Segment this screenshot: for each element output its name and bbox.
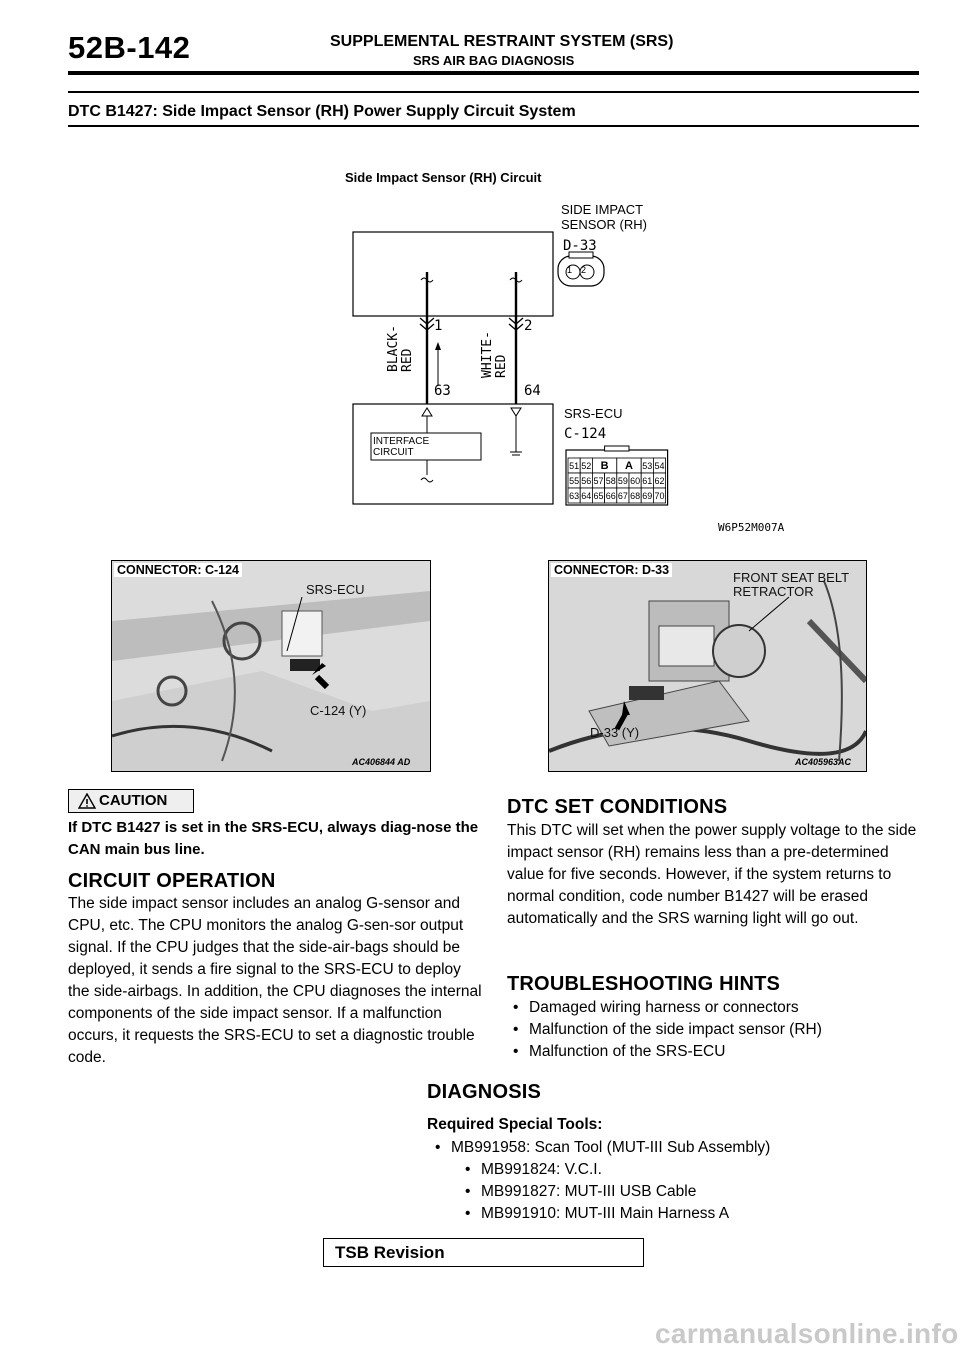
list-item: • MB991824: V.C.I.	[459, 1159, 899, 1181]
connector-pin-54-label: 54	[654, 461, 665, 471]
page-number: 52B-142	[68, 30, 191, 65]
photo-1-connector-label: CONNECTOR: C-124	[114, 563, 242, 577]
sensor-connector-id: D-33	[563, 238, 597, 254]
warning-triangle-icon	[78, 793, 96, 809]
photo-2-connector-label: CONNECTOR: D-33	[551, 563, 672, 577]
circuit-diagram-title: Side Impact Sensor (RH) Circuit	[345, 170, 542, 185]
caution-body: If DTC B1427 is set in the SRS-ECU, always diag-nose the CAN main bus line.	[68, 819, 479, 858]
troubleshooting-hints-list	[507, 997, 921, 1063]
connector-pin-70-label: 70	[654, 491, 665, 501]
connector-pin-66-label: 66	[605, 491, 616, 501]
connector-pin-60-label: 60	[630, 476, 641, 486]
dtc-set-conditions-heading: DTC SET CONDITIONS	[507, 796, 728, 818]
photo-2-callout-retractor-line2: RETRACTOR	[733, 584, 814, 599]
sensor-box	[353, 232, 553, 316]
connector-pin-62-label: 62	[654, 476, 665, 486]
photo-2-callout-connector: D-33 (Y)	[590, 725, 640, 740]
wire-1-label-line2: RED	[400, 348, 415, 372]
ecu-connector-grid	[566, 446, 668, 505]
pin-top-1: 1	[434, 318, 443, 334]
photo-2-id: AC405963AC	[795, 757, 852, 767]
connector-photo-c124-image	[112, 561, 430, 771]
connector-pin-52-label: 52	[581, 461, 592, 471]
ecu-label: SRS-ECU	[564, 406, 623, 421]
photo-2-callout-retractor-line1: FRONT SEAT BELT	[733, 570, 850, 585]
diagnosis-heading: DIAGNOSIS	[427, 1081, 542, 1103]
connector-pin-68-label: 68	[630, 491, 641, 501]
connector-pin-56-label: 56	[581, 476, 592, 486]
list-item: • Malfunction of the side impact sensor (RH)	[507, 1019, 921, 1041]
watermark: carmanualsonline.info	[655, 1318, 959, 1349]
connector-photo-c124	[111, 560, 431, 772]
connector-pin-65-label: 65	[593, 491, 604, 501]
ecu-connector-id: C-124	[564, 426, 607, 442]
photo-1-id: AC406844 AD	[352, 757, 411, 767]
interface-label-line1: INTERFACE	[373, 436, 430, 447]
sensor-pin-2: 2	[581, 265, 587, 275]
sub-tool-list	[459, 1159, 899, 1225]
list-item: • MB991827: MUT-III USB Cable	[459, 1181, 899, 1203]
header-subtitle: SRS AIR BAG DIAGNOSIS	[413, 53, 575, 68]
photo-1-callout-ecu: SRS-ECU	[306, 582, 365, 597]
connector-pin-64-label: 64	[581, 491, 592, 501]
tsb-revision-label: TSB Revision	[335, 1243, 445, 1262]
connector-pin-A-label: A	[625, 460, 633, 472]
caution-label	[68, 789, 194, 813]
connector-pin-69-label: 69	[642, 491, 653, 501]
wire-2-label-line1: WHITE-	[480, 331, 495, 378]
circuit-operation-heading: CIRCUIT OPERATION	[68, 870, 276, 892]
main-tool-list	[429, 1137, 909, 1159]
sensor-label-line2: SENSOR (RH)	[561, 217, 647, 232]
connector-pin-51-label: 51	[569, 461, 580, 471]
wire-1-label-line1: BLACK-	[386, 325, 401, 372]
title-rule-top	[68, 91, 919, 93]
title-rule-bottom	[68, 125, 919, 127]
sensor-pin-1: 1	[567, 265, 573, 275]
pin-bottom-1: 63	[434, 383, 451, 399]
pin-top-2: 2	[524, 318, 533, 334]
photo-1-callout-connector: C-124 (Y)	[310, 703, 367, 718]
list-item: • MB991910: MUT-III Main Harness A	[459, 1203, 899, 1225]
connector-pin-63-label: 63	[569, 491, 580, 501]
connector-pin-55-label: 55	[569, 476, 580, 486]
wire-2-label-line2: RED	[494, 354, 509, 378]
connector-pin-58-label: 58	[605, 476, 616, 486]
header-rule	[68, 71, 919, 75]
connector-pin-B-label: B	[600, 460, 609, 472]
list-item: • MB991958: Scan Tool (MUT-III Sub Assembly)	[429, 1137, 909, 1159]
troubleshooting-hints-heading: TROUBLESHOOTING HINTS	[507, 973, 781, 995]
diagram-id: W6P52M007A	[718, 521, 785, 534]
connector-pin-53-label: 53	[642, 461, 653, 471]
list-item: • Damaged wiring harness or connectors	[507, 997, 921, 1019]
interface-label-line2: CIRCUIT	[373, 447, 414, 458]
caution-label-text: CAUTION	[99, 792, 168, 809]
circuit-operation-body: The side impact sensor includes an analog G-sensor and CPU, etc. The CPU monitors the analog G-sen-sor output signal. If the CPU judges that the side-air-bags should be deployed, it sends a fire signal to the SRS-ECU to deploy the side-airbags. In addition, the CPU diagnoses the internal components of the side impact sensor. If a malfunction occurs, it requests the SRS-ECU to set a diagnostic trouble code.	[68, 895, 482, 1066]
list-item: • Malfunction of the SRS-ECU	[507, 1041, 921, 1063]
header-title: SUPPLEMENTAL RESTRAINT SYSTEM (SRS)	[330, 33, 674, 50]
dtc-title: DTC B1427: Side Impact Sensor (RH) Power Supply Circuit System	[68, 103, 576, 120]
connector-pin-61-label: 61	[642, 476, 653, 486]
sensor-label-line1: SIDE IMPACT	[561, 202, 644, 217]
connector-pin-67-label: 67	[617, 491, 628, 501]
pin-bottom-2: 64	[524, 383, 541, 399]
dtc-set-conditions-body: This DTC will set when the power supply voltage to the side impact sensor (RH) remains less than a pre-determined value for five seconds. However, if the system returns to normal condition, code number B1427 will be erased automatically and the SRS warning light will go out.	[507, 822, 917, 927]
required-tools-heading: Required Special Tools:	[427, 1116, 603, 1133]
connector-pin-59-label: 59	[617, 476, 628, 486]
connector-pin-57-label: 57	[593, 476, 604, 486]
